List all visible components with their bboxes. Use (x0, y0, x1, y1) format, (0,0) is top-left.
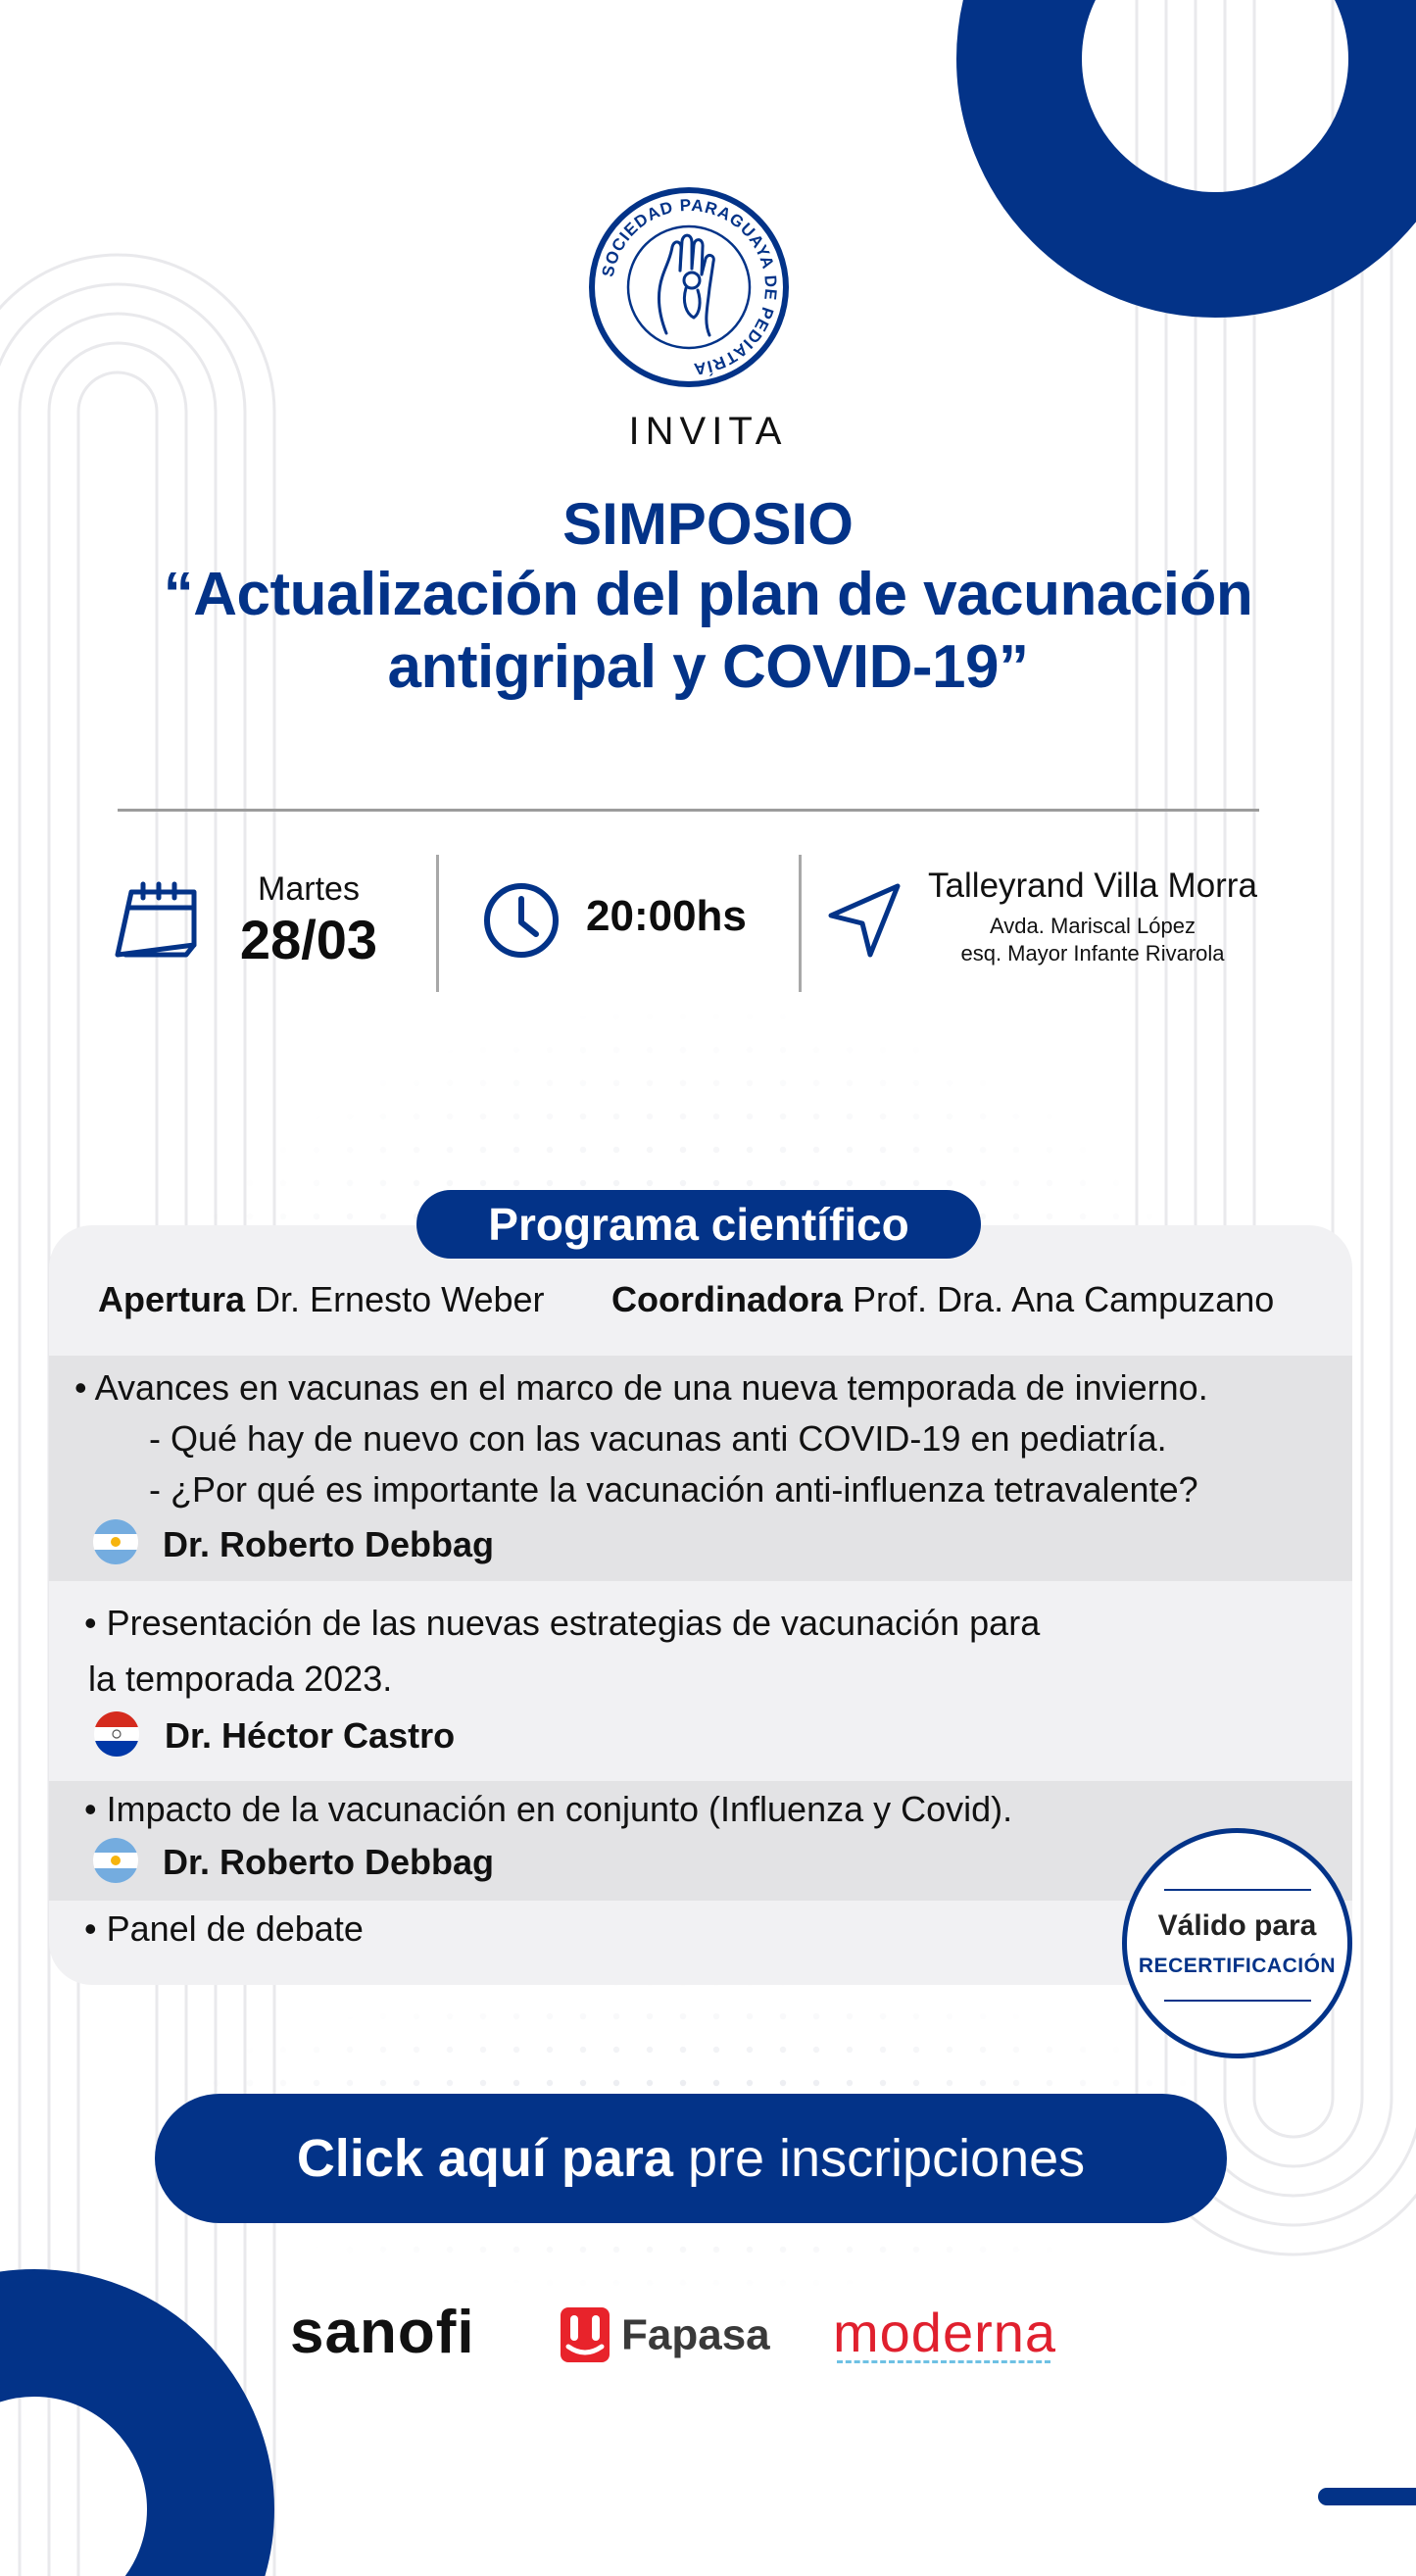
symposium-title-line-1: “Actualización del plan de vacunación (163, 561, 1253, 628)
argentina-flag-icon (93, 1519, 138, 1564)
event-address-line-1: Avda. Mariscal López (990, 914, 1196, 938)
program-item-title: • Presentación de las nuevas estrategias de vacunación para (84, 1603, 1041, 1643)
coordinator-name: Prof. Dra. Ana Campuzano (853, 1279, 1275, 1319)
recertification-badge (1122, 1828, 1352, 2058)
coordinator-label: Coordinadora (611, 1279, 844, 1319)
event-address-line-2: esq. Mayor Infante Rivarola (960, 941, 1225, 966)
bottom-left-ring (0, 2333, 211, 2576)
event-time: 20:00hs (586, 892, 747, 940)
fapasa-wordmark: Fapasa (621, 2310, 770, 2359)
argentina-flag-icon (93, 1838, 138, 1883)
program-item-subtopic: - Qué hay de nuevo con las vacunas anti COVID-19 en pediatría. (149, 1418, 1167, 1459)
opening-label: Apertura (98, 1279, 246, 1319)
sanofi-logo (290, 2294, 475, 2372)
info-separator (436, 855, 439, 992)
pre-registration-button[interactable] (155, 2094, 1227, 2223)
logo-text: SOCIEDAD PARAGUAYA DE PEDIATRÍA (598, 195, 781, 379)
symposium-title-line-2: antigripal y COVID-19” (387, 633, 1029, 701)
coordinator-line (611, 1279, 1274, 1320)
symposium-title (0, 559, 1416, 704)
event-venue: Talleyrand Villa Morra (928, 867, 1257, 905)
location-arrow-icon (825, 880, 903, 961)
paraguay-flag-icon (94, 1711, 139, 1757)
cta-regular-text: pre inscripciones (687, 2129, 1086, 2188)
speaker-name: Dr. Roberto Debbag (163, 1842, 495, 1882)
badge-rule (1164, 1889, 1311, 1891)
fapasa-logo (561, 2294, 770, 2372)
opening-line (98, 1279, 545, 1320)
program-item-subtopic: - ¿Por qué es importante la vacunación anti-influenza tetravalente? (149, 1469, 1198, 1510)
invita-label: INVITA (628, 410, 788, 453)
badge-line-1: Válido para (1157, 1909, 1317, 1942)
bottom-right-bar (1318, 2488, 1416, 2505)
program-item-title: la temporada 2023. (88, 1659, 393, 1699)
cta-bold-text: Click aquí para (296, 2129, 673, 2188)
badge-rule (1164, 2000, 1311, 2002)
symposium-label: SIMPOSIO (562, 491, 854, 557)
speaker-name: Dr. Héctor Castro (165, 1715, 456, 1756)
event-date: 28/03 (239, 909, 378, 970)
event-day: Martes (258, 870, 360, 908)
clock-icon (482, 881, 561, 960)
top-right-ring (1019, 0, 1411, 255)
info-separator (799, 855, 802, 992)
opening-name: Dr. Ernesto Weber (255, 1279, 545, 1319)
program-item-title: • Panel de debate (84, 1908, 364, 1949)
fapasa-icon (561, 2307, 610, 2362)
speaker-name: Dr. Roberto Debbag (163, 1524, 495, 1564)
spp-logo (588, 186, 790, 388)
sanofi-wordmark: sanofi (290, 2299, 475, 2366)
program-item-title: • Impacto de la vacunación en conjunto (Influenza y Covid). (84, 1789, 1013, 1829)
moderna-wordmark: moderna (833, 2302, 1057, 2363)
divider (118, 809, 1259, 812)
program-heading: Programa científico (416, 1190, 981, 1259)
moderna-underline (837, 2360, 1050, 2363)
calendar-icon (110, 880, 204, 963)
program-item-title: • Avances en vacunas en el marco de una nueva temporada de invierno. (74, 1367, 1208, 1408)
moderna-logo (833, 2294, 1056, 2372)
badge-line-2: RECERTIFICACIÓN (1138, 1955, 1337, 1977)
